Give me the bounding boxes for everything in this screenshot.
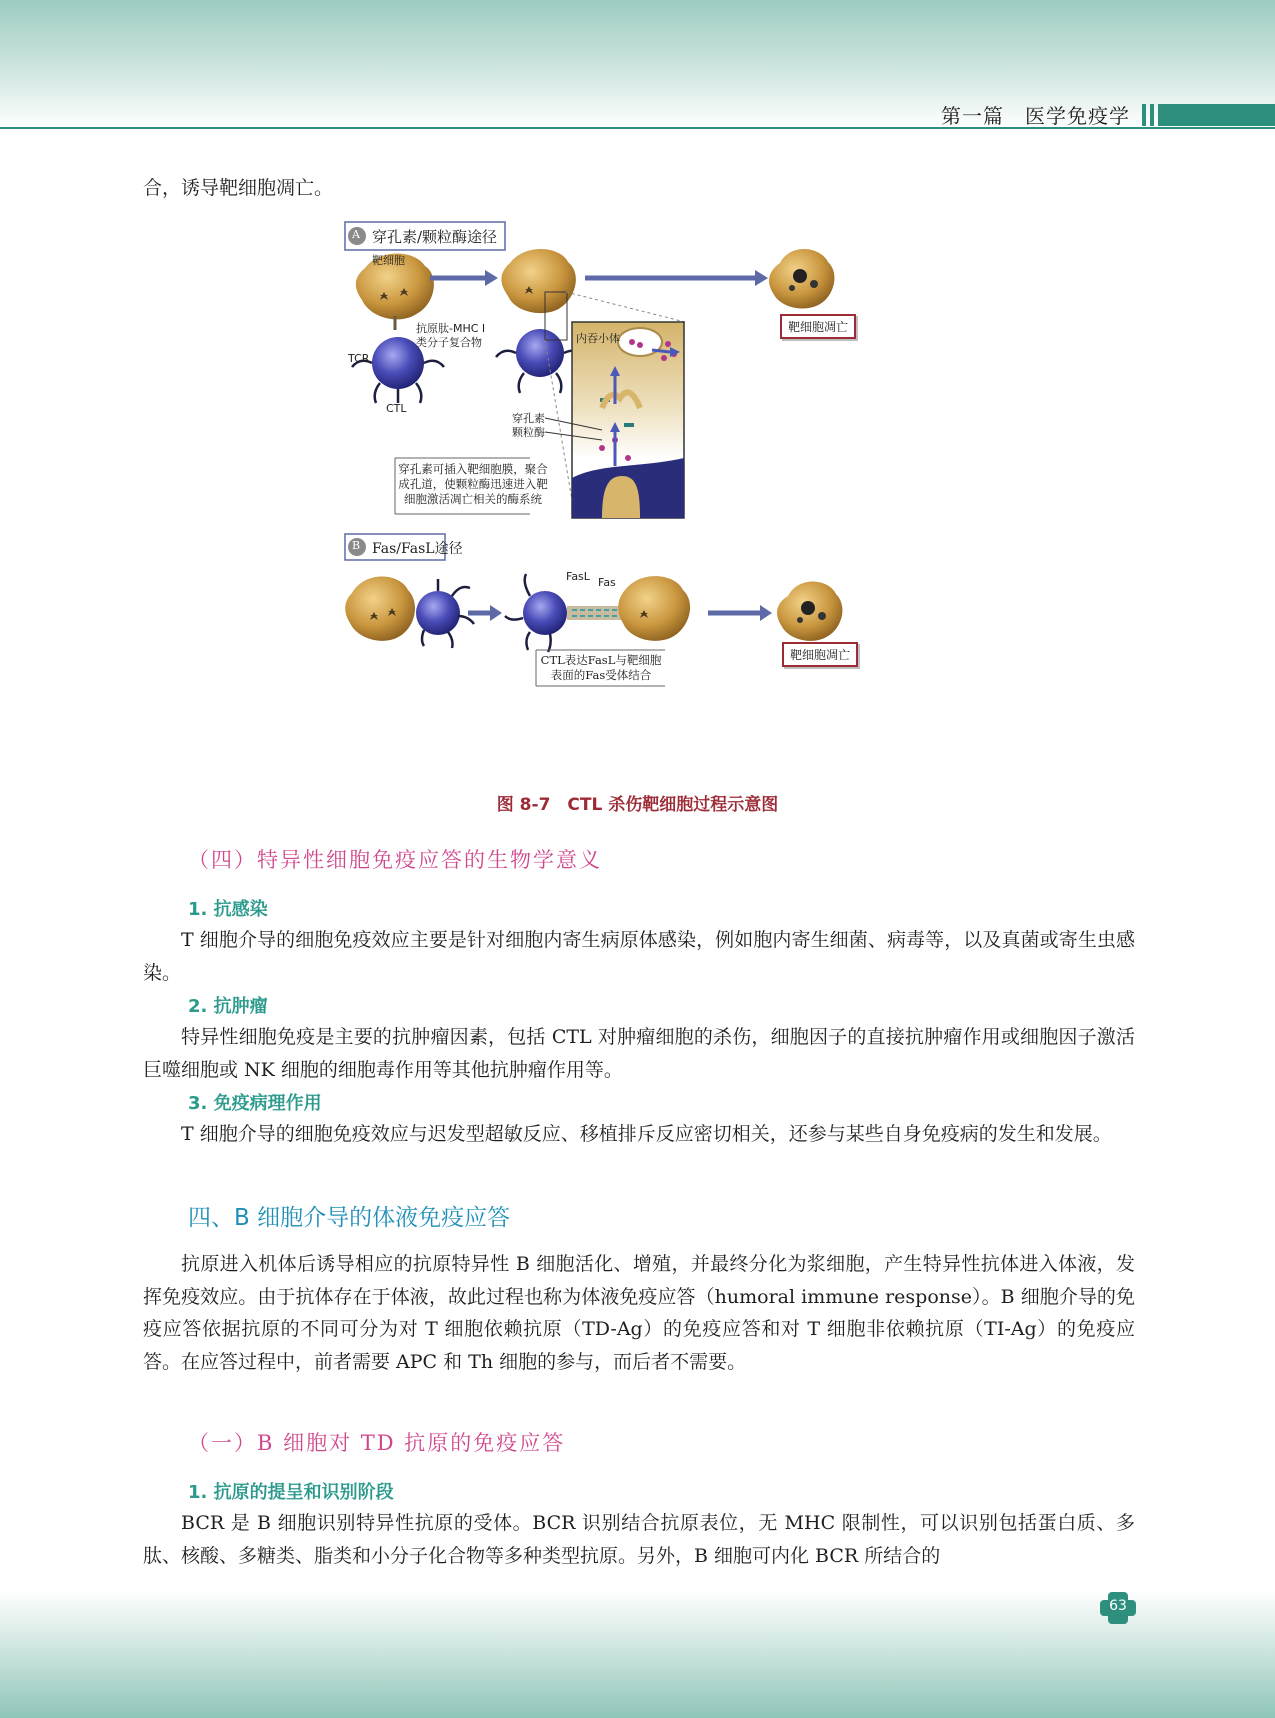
ctl-cell-b1 xyxy=(416,591,460,635)
note-fas-line-2: 表面的Fas受体结合 xyxy=(550,668,652,682)
label-apoptosis-b: 靶细胞凋亡 xyxy=(782,642,858,667)
panel-a-badge: A xyxy=(352,228,360,241)
apoptotic-cell-b xyxy=(777,582,842,641)
running-header: 第一篇 医学免疫学 xyxy=(941,104,1130,128)
item-2-body: 特异性细胞免疫是主要的抗肿瘤因素，包括 CTL 对肿瘤细胞的杀伤，细胞因子的直接抗肿瘤作用或细胞因子激活巨噬细胞或 NK 细胞的细胞毒作用等其他抗肿瘤作用等。 xyxy=(143,1026,1135,1081)
apoptotic-cell-a xyxy=(769,249,834,308)
subsection-item-body: BCR 是 B 细胞识别特异性抗原的受体。BCR 识别结合抗原表位，无 MHC 限制性，可以识别包括蛋白质、多肽、核酸、多糖类、脂类和小分子化合物等多种类型抗原。另外，B 细胞可内化 BCR 所结合的 xyxy=(143,1512,1135,1567)
label-apoptosis-a: 靶细胞凋亡 xyxy=(780,314,856,339)
section-b-heading: 四、B 细胞介导的体液免疫应答 xyxy=(188,1205,511,1231)
item-1-title: 1. 抗感染 xyxy=(188,899,268,920)
label-fas: Fas xyxy=(598,576,616,589)
figure-caption: 图 8-7 CTL 杀伤靶细胞过程示意图 xyxy=(496,795,779,815)
note-fas-line-1: CTL表达FasL与靶细胞 xyxy=(540,653,662,667)
note-perforin-line-3: 细胞激活凋亡相关的酶系统 xyxy=(404,492,542,506)
item-3-title: 3. 免疫病理作用 xyxy=(188,1093,322,1114)
target-cell-b2 xyxy=(618,576,690,641)
label-granzyme: 颗粒酶 xyxy=(512,426,545,439)
label-perforin: 穿孔素 xyxy=(512,412,545,425)
item-3-body: T 细胞介导的细胞免疫效应与迟发型超敏反应、移植排斥反应密切相关，还参与某些自身免疫病的发生和发展。 xyxy=(181,1123,1112,1145)
header-bars-decoration xyxy=(1142,104,1275,126)
label-complex-2: 类分子复合物 xyxy=(416,336,482,349)
item-2-title: 2. 抗肿瘤 xyxy=(188,996,268,1017)
label-fasl: FasL xyxy=(566,570,590,583)
label-complex-1: 抗原肽-MHC Ⅰ xyxy=(416,322,486,335)
continuation-text: 合，诱导靶细胞凋亡。 xyxy=(143,177,334,199)
figure-ctl-killing xyxy=(340,218,940,773)
label-ctl: CTL xyxy=(386,402,407,415)
note-perforin-line-2: 成孔道，使颗粒酶迅速进入靶 xyxy=(398,477,548,491)
note-fas xyxy=(536,653,666,683)
note-perforin-line-1: 穿孔素可插入靶细胞膜，聚合 xyxy=(398,462,548,476)
panel-b-badge: B xyxy=(352,539,361,552)
note-perforin xyxy=(398,462,548,507)
page-number: 63 xyxy=(1109,1598,1127,1614)
label-target-cell: 靶细胞 xyxy=(372,254,405,267)
panel-b-title: Fas/FasL途径 xyxy=(372,541,463,557)
target-cell-b1 xyxy=(345,577,415,641)
label-endosome: 内吞小体 xyxy=(576,332,620,345)
footer-band xyxy=(0,1590,1275,1718)
subsection-item-title: 1. 抗原的提呈和识别阶段 xyxy=(188,1482,394,1503)
subsection-td-heading: （一）B 细胞对 TD 抗原的免疫应答 xyxy=(188,1431,566,1455)
section-4-heading: （四）特异性细胞免疫应答的生物学意义 xyxy=(188,848,602,872)
ctl-cell-b2 xyxy=(523,591,567,635)
target-cell-2 xyxy=(501,249,575,313)
item-1-body: T 细胞介导的细胞免疫效应主要是针对细胞内寄生病原体感染，例如胞内寄生细菌、病毒等，以及真菌或寄生虫感染。 xyxy=(143,929,1135,984)
label-tcr: TCR xyxy=(348,352,370,365)
panel-a-title: 穿孔素/颗粒酶途径 xyxy=(372,228,498,246)
section-b-body: 抗原进入机体后诱导相应的抗原特异性 B 细胞活化、增殖，并最终分化为浆细胞，产生特异性抗体进入体液，发挥免疫效应。由于抗体存在于体液，故此过程也称为体液免疫应答（humoral immune response）。B 细胞介导的免疫应答依据抗原的不同可分为对 T 细胞依赖抗原（TD-Ag）的免疫应答和对 T 细胞非依赖抗原（TI-Ag）的免疫应答。在应答过程中，前者需要 APC 和 Th 细胞的参与，而后者不需要。 xyxy=(143,1253,1135,1373)
page-number-badge xyxy=(1100,1590,1136,1626)
ctl-cell-2 xyxy=(516,329,564,377)
